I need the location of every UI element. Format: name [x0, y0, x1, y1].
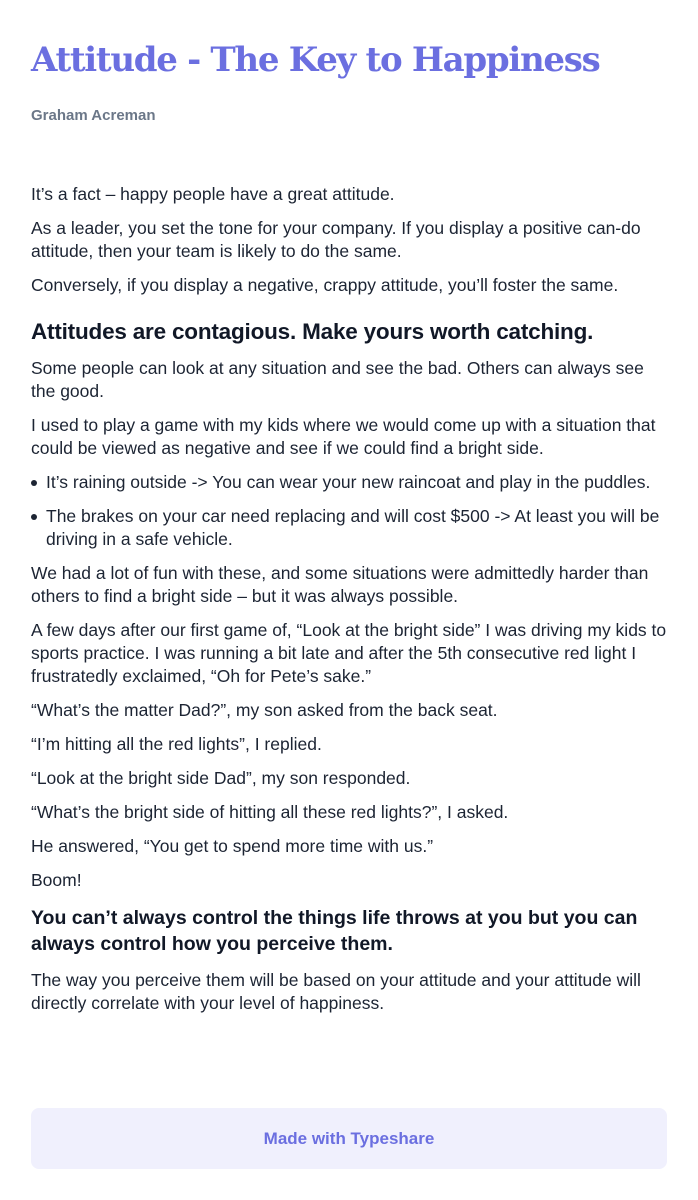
paragraph: Conversely, if you display a negative, crappy attitude, you’ll foster the same. — [31, 275, 619, 295]
paragraph: As a leader, you set the tone for your company. If you display a positive can-do attitude, then your team is likely to do the same. — [31, 218, 641, 261]
paragraph: “I’m hitting all the red lights”, I replied. — [31, 734, 322, 754]
section-heading: Attitudes are contagious. Make yours worth catching. — [31, 319, 594, 344]
list-item-text: The brakes on your car need replacing and will cost $500 -> At least you will be driving in a safe vehicle. — [46, 506, 660, 549]
bullet-dot-icon — [31, 480, 37, 486]
bullet-list — [31, 471, 667, 551]
list-item — [31, 505, 667, 551]
made-with-banner[interactable] — [31, 1108, 667, 1169]
paragraph: Some people can look at any situation and see the bad. Others can always see the good. — [31, 358, 644, 401]
author-name: Graham Acreman — [31, 107, 156, 124]
paragraph: “Look at the bright side Dad”, my son responded. — [31, 768, 411, 788]
callout-heading: You can’t always control the things life throws at you but you can always control how you perceive them. — [31, 907, 638, 955]
paragraph: We had a lot of fun with these, and some situations were admittedly harder than others to find a bright side – but it was always possible. — [31, 563, 649, 606]
paragraph: Boom! — [31, 870, 82, 890]
made-with-typeshare-link[interactable]: Made with Typeshare — [263, 1128, 435, 1148]
paragraph: I used to play a game with my kids where we would come up with a situation that could be viewed as negative and see if we could find a bright side. — [31, 415, 656, 458]
paragraph: “What’s the bright side of hitting all these red lights?”, I asked. — [31, 802, 509, 822]
article-body — [31, 183, 667, 1015]
paragraph: He answered, “You get to spend more time with us.” — [31, 836, 434, 856]
article — [31, 0, 667, 1026]
paragraph: A few days after our first game of, “Look at the bright side” I was driving my kids to sports practice. I was running a bit late and after the 5th consecutive red light I frustratedly exclaimed, “Oh for Pete’s sake.” — [31, 620, 667, 686]
paragraph: The way you perceive them will be based on your attitude and your attitude will directly correlate with your level of happiness. — [31, 970, 641, 1013]
bullet-dot-icon — [31, 514, 37, 520]
list-item — [31, 471, 667, 494]
paragraph: “What’s the matter Dad?”, my son asked from the back seat. — [31, 700, 498, 720]
paragraph: It’s a fact – happy people have a great attitude. — [31, 184, 395, 204]
list-item-text: It’s raining outside -> You can wear your new raincoat and play in the puddles. — [46, 472, 651, 492]
article-title: Attitude - The Key to Happiness — [31, 40, 600, 80]
